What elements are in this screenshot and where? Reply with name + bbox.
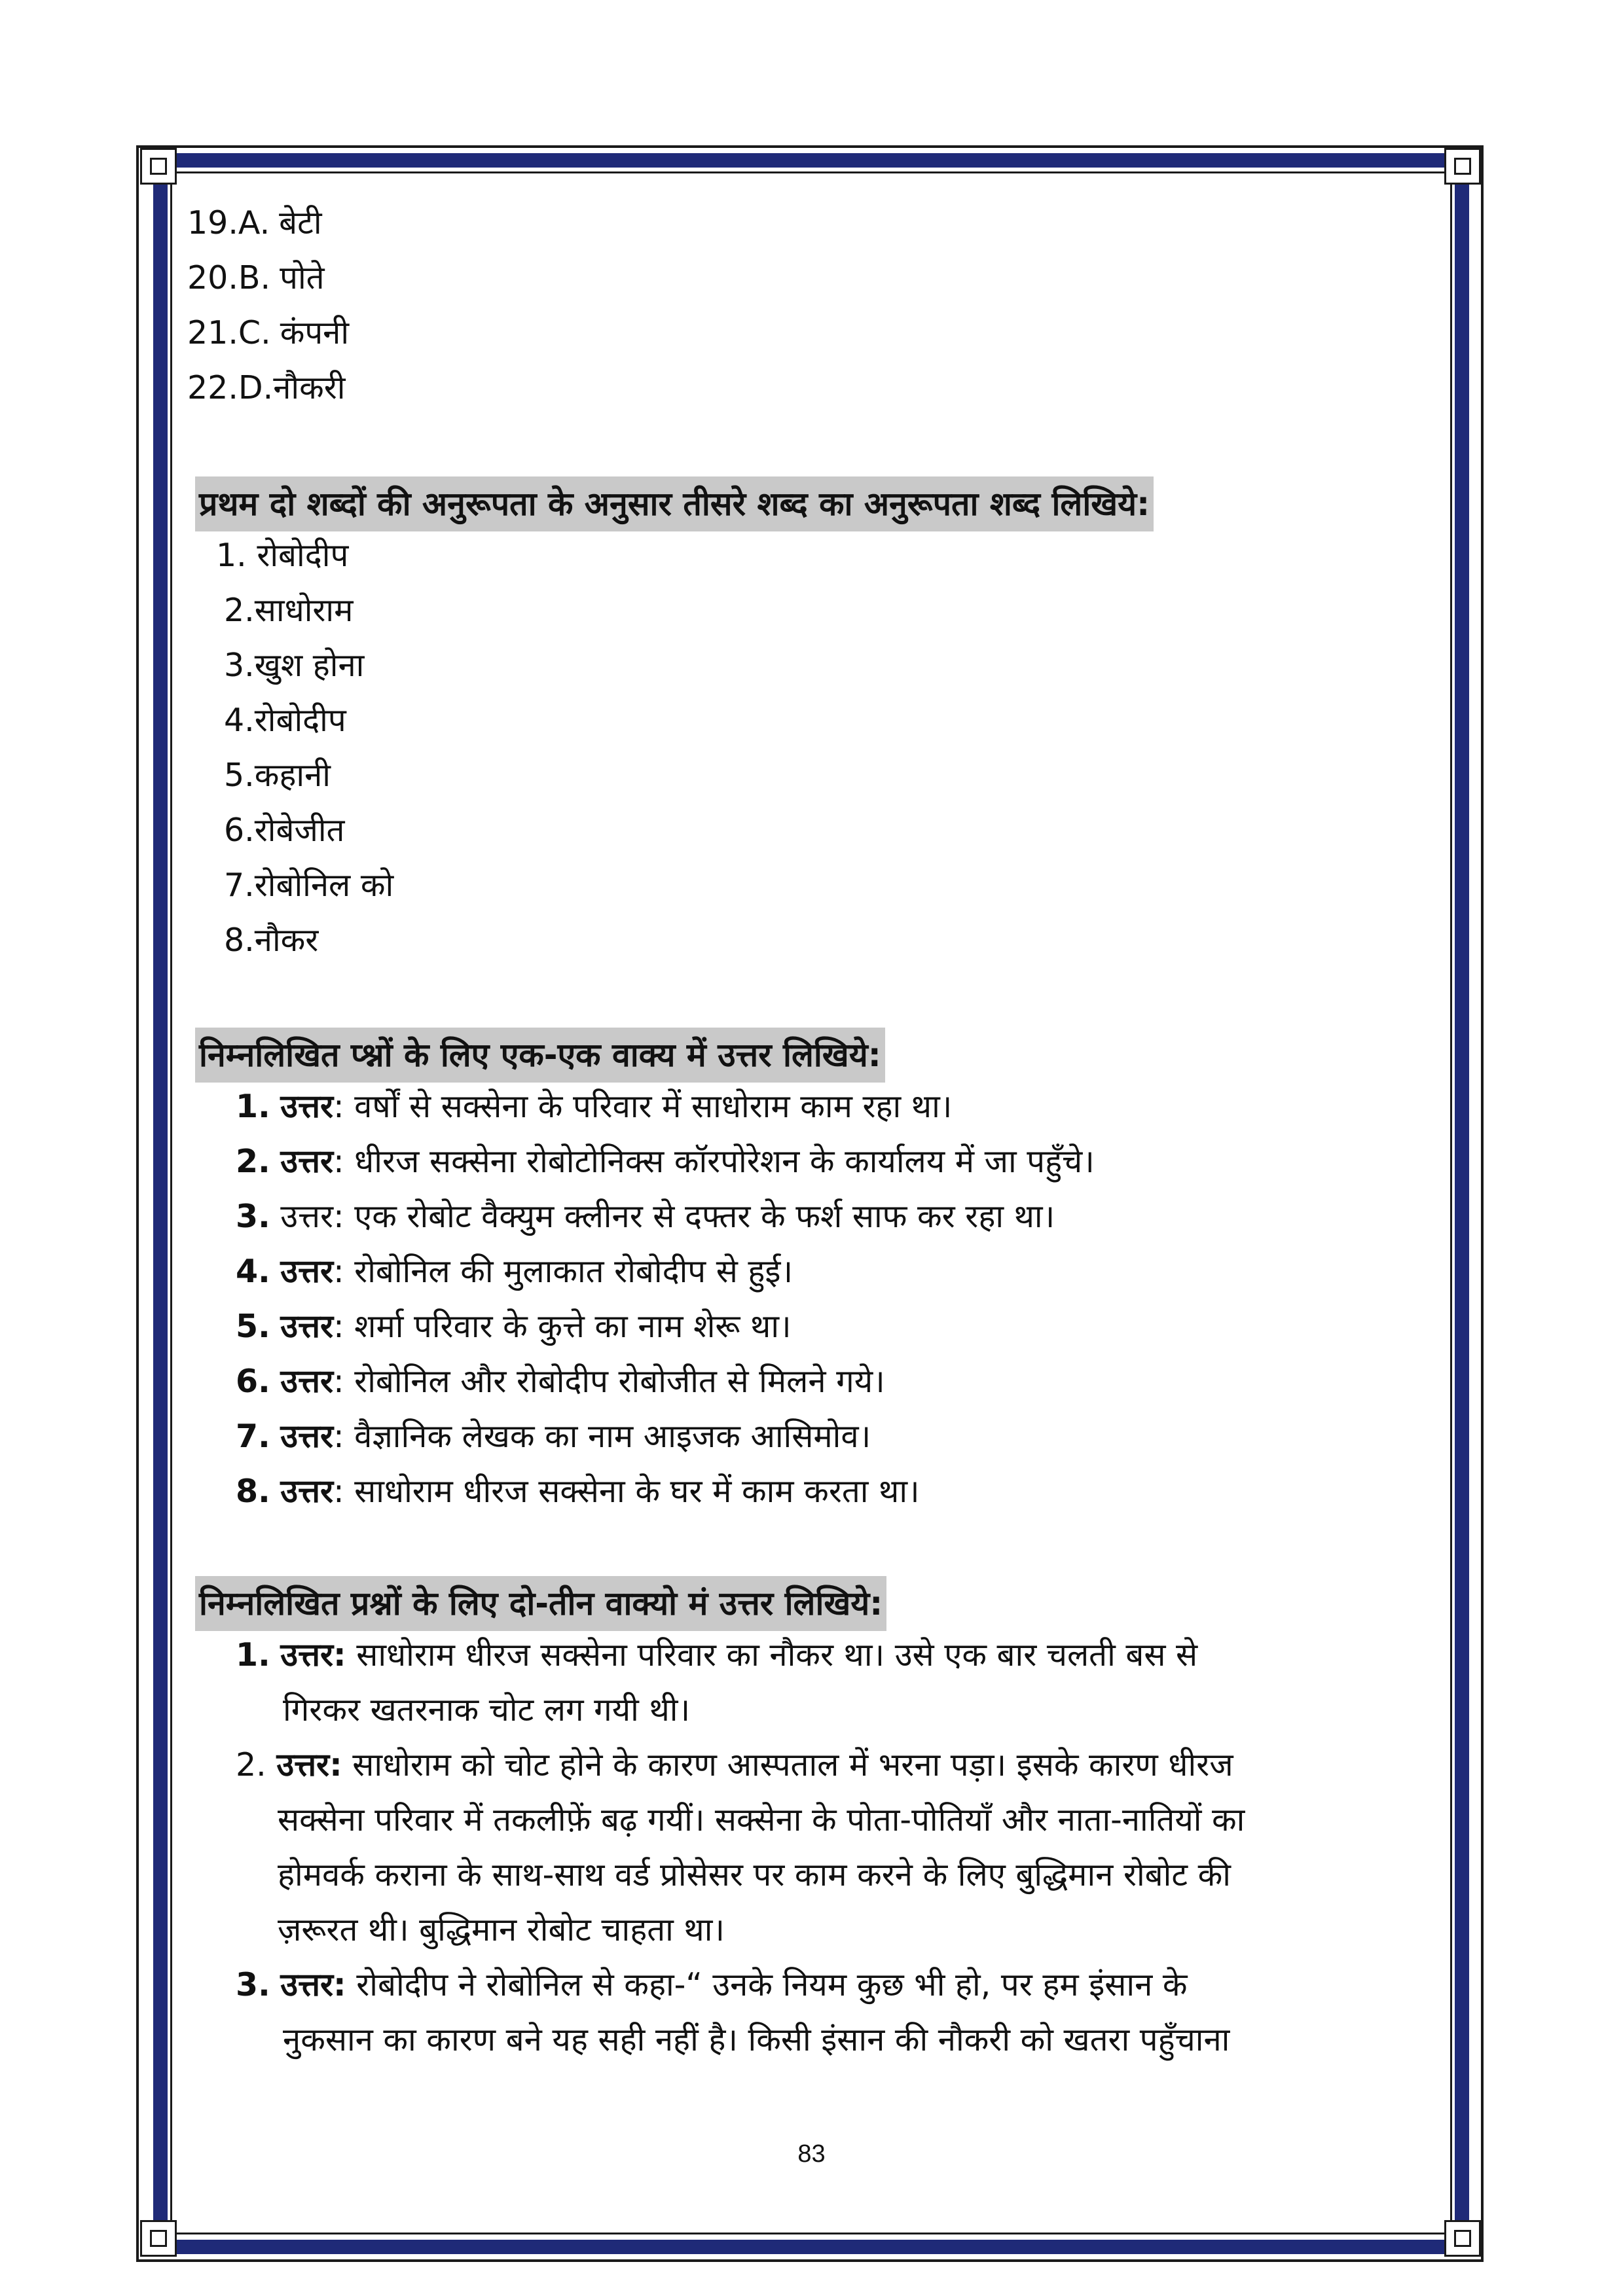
list-item: 8.नौकर: [224, 922, 319, 959]
answer-number: 4.: [236, 1253, 270, 1290]
answer-continuation: गिरकर खतरनाक चोट लग गयी थी।: [283, 1691, 691, 1729]
list-item: 2.साधोराम: [224, 592, 354, 629]
item-number: 19.A.: [187, 204, 270, 242]
answer-label: उत्तर: [280, 1088, 334, 1125]
answer-item: [236, 1304, 792, 1350]
answer-label: उत्तर: [280, 1418, 334, 1455]
answer-text: : वैज्ञानिक लेखक का नाम आइजक आसिमोव।: [333, 1418, 871, 1455]
answer-label: उत्तर: [280, 1473, 334, 1510]
answer-number: 7.: [236, 1418, 270, 1455]
item-number: 22.D.: [187, 369, 274, 406]
list-item: 4.रोबोदीप: [224, 702, 346, 739]
answer-number: 6.: [236, 1363, 270, 1400]
answer-continuation: सक्सेना परिवार में तकलीफ़ें बढ़ गयीं। सक्सेना के पोता-पोतियाँ और नाता-नातियों का: [278, 1801, 1245, 1839]
answer-text: : धीरज सक्सेना रोबोटोनिक्स कॉरपोरेशन के कार्यालय में जा पहुँचे।: [333, 1143, 1095, 1180]
corner-ornament-top-right: [1444, 148, 1481, 185]
answer-item: [236, 1962, 1188, 2008]
answer-number: 5.: [236, 1308, 270, 1345]
answer-item: [236, 1194, 1055, 1240]
answer-text: : रोबोनिल की मुलाकात रोबोदीप से हुई।: [333, 1253, 793, 1290]
answer-text: रोबोदीप ने रोबोनिल से कहा-“ उनके नियम कुछ भी हो, पर हम इंसान के: [356, 1966, 1188, 2003]
answer-continuation: नुकसान का कारण बने यह सही नहीं है। किसी इंसान की नौकरी को खतरा पहुँचाना: [283, 2021, 1230, 2058]
answer-label: उत्तर: [280, 1198, 334, 1235]
list-item: [187, 200, 322, 246]
answer-number: 2.: [236, 1143, 270, 1180]
answer-number: 2.: [236, 1746, 266, 1784]
section-heading-one-sentence: निम्नलिखित प्श्नों के लिए एक-एक वाक्य में उत्तर लिखिये:: [195, 1028, 885, 1083]
answer-item: [236, 1249, 793, 1295]
answer-text: : रोबोनिल और रोबोदीप रोबोजीत से मिलने गये।: [333, 1363, 885, 1400]
list-item: 1. रोबोदीप: [216, 537, 349, 574]
answer-text: : एक रोबोट वैक्युम क्लीनर से दफ्तर के फर्श साफ कर रहा था।: [333, 1198, 1055, 1235]
answer-item: [236, 1139, 1095, 1185]
item-number: 20.B.: [187, 259, 271, 296]
corner-ornament-bottom-right: [1444, 2220, 1481, 2257]
answer-label: उत्तर: [280, 1363, 334, 1400]
answer-item: [236, 1359, 885, 1405]
answer-number: 3.: [236, 1198, 270, 1235]
answer-item: [236, 1084, 952, 1130]
item-number: 21.C.: [187, 314, 271, 351]
list-item: 5.कहानी: [224, 757, 331, 794]
list-item: [187, 255, 325, 301]
answer-item: [236, 1414, 871, 1460]
answer-label: उत्तर:: [280, 1966, 346, 2003]
answer-text: : वर्षों से सक्सेना के परिवार में साधोराम काम रहा था।: [333, 1088, 953, 1125]
answer-text: साधोराम धीरज सक्सेना परिवार का नौकर था। उसे एक बार चलती बस से: [356, 1636, 1198, 1674]
corner-ornament-top-left: [140, 148, 177, 185]
answer-label: उत्तर: [280, 1143, 334, 1180]
item-word: कंपनी: [280, 314, 350, 351]
list-item: 7.रोबोनिल को: [224, 867, 394, 904]
list-item: 3.खुश होना: [224, 647, 365, 684]
answer-label: उत्तर:: [280, 1636, 346, 1674]
answer-text: : शर्मा परिवार के कुत्ते का नाम शेरू था।: [333, 1308, 792, 1345]
section-heading-two-three-sentences: निम्नलिखित प्रश्नों के लिए दो-तीन वाक्यो मं उत्तर लिखिये:: [195, 1576, 886, 1631]
item-word: बेटी: [279, 204, 322, 242]
list-item: [187, 365, 346, 411]
answer-label: उत्तर: [280, 1308, 334, 1345]
item-word: पोते: [280, 259, 325, 296]
answer-item: [236, 1632, 1197, 1678]
answer-item: [236, 1469, 920, 1515]
answer-label: उत्तर:: [276, 1746, 342, 1784]
answer-continuation: होमवर्क कराना के साथ-साथ वर्ड प्रोसेसर पर काम करने के लिए बुद्धिमान रोबोट की: [278, 1856, 1231, 1893]
list-item: [187, 310, 349, 356]
answer-item: [236, 1742, 1233, 1788]
answer-number: 1.: [236, 1088, 270, 1125]
answer-continuation: ज़रूरत थी। बुद्धिमान रोबोट चाहता था।: [278, 1911, 725, 1948]
answer-text: : साधोराम धीरज सक्सेना के घर में काम करता था।: [333, 1473, 920, 1510]
page-number: 83: [797, 2140, 826, 2168]
list-item: 6.रोबेजीत: [224, 812, 345, 849]
answer-number: 1.: [236, 1636, 270, 1674]
answer-number: 3.: [236, 1966, 270, 2003]
answer-number: 8.: [236, 1473, 270, 1510]
corner-ornament-bottom-left: [140, 2220, 177, 2257]
answer-label: उत्तर: [280, 1253, 334, 1290]
answer-text: साधोराम को चोट होने के कारण आस्पताल में भरना पड़ा। इसके कारण धीरज: [352, 1746, 1233, 1784]
section-heading-analogy: प्रथम दो शब्दों की अनुरूपता के अनुसार तीसरे शब्द का अनुरूपता शब्द लिखिये:: [195, 476, 1154, 531]
item-word: नौकरी: [273, 369, 346, 406]
